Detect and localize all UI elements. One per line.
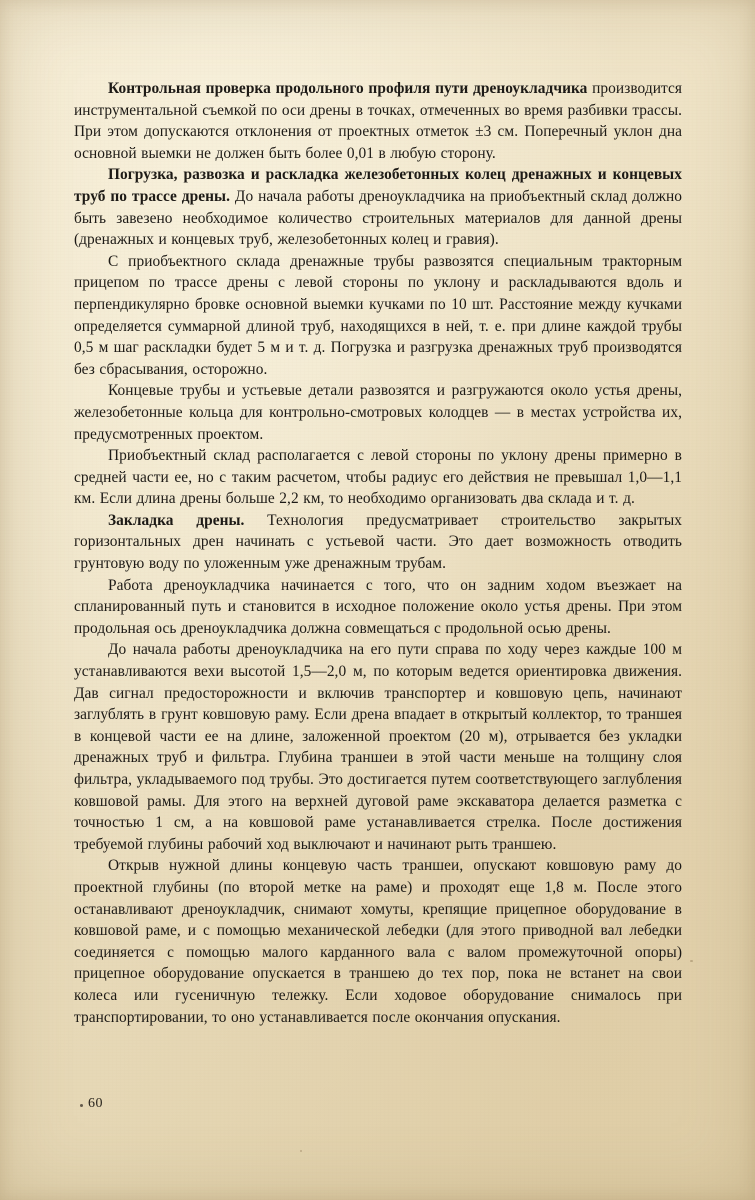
- run-in-heading-control-check: Контрольная проверка продольного профиля пути дреноукладчика: [108, 80, 588, 97]
- body-text-column: [74, 78, 682, 1028]
- paragraph-2-body: До начала работы дреноукладчика на приобъектный склад должно быть завезено необходимое количество строительных материалов для данной дрены (дренажных и концевых труб, железобетонных колец и гравия).: [74, 187, 682, 249]
- folio-ornament: [80, 1104, 83, 1107]
- run-in-heading-drain-laying: Закладка дрены.: [108, 511, 245, 529]
- paper-speck: [690, 960, 693, 962]
- paragraph-7: Работа дреноукладчика начинается с того, что он задним ходом въезжает на спланированный путь и становится в исходное положение около устья дрены. При этом продольная ось дреноукладчика должна совмещаться с продольной осью дрены.: [74, 576, 682, 637]
- paragraph-6: [74, 510, 682, 575]
- paragraph-5: Приобъектный склад располагается с левой стороны по уклону дрены примерно в средней части ее, но с таким расчетом, чтобы радиус его действия не превышал 1,0—1,1 км. Если длина дрены больше 2,2 км, то необходимо организовать два склада и т. д.: [74, 447, 682, 508]
- paragraph-9: Открыв нужной длины концевую часть траншеи, опускают ковшовую раму до проектной глубины (по второй метке на раме) и проходят еще 1,8 м. После этого останавливают дреноукладчик, снимают хомуты, крепящие прицепное оборудование в ковшовой раме, и с помощью механической лебедки (для этого приводной вал лебедки соединяется с помощью малого карданного вала с валом промежуточной опоры) прицепное оборудование опускается в траншею до тех пор, пока не встанет на свои колеса или гусеничную тележку. Если ходовое оборудование снималось при транспортировании, то оно устанавливается после окончания опускания.: [74, 857, 682, 1026]
- paragraph-3: С приобъектного склада дренажные трубы развозятся специальным тракторным прицепом по трассе дрены с левой стороны по уклону и раскладываются вдоль и перпендикулярно бровке основной выемки кучками по 10 шт. Расстояние между кучками определяется суммарной длиной труб, находящихся в ней, т. е. при длине каждой трубы 0,5 м шаг раскладки будет 5 м и т. д. Погрузка и разгрузка дренажных труб производятся без сбрасывания, осторожно.: [74, 252, 682, 378]
- run-in-heading-loading: Погрузка, развозка и раскладка железобетонных колец дренажных и концевых труб по трассе дрены.: [74, 166, 682, 205]
- paragraph-6-body: Технология предусматривает строительство закрытых горизонтальных дрен начинать с устьевой части. Это дает возможность отводить грунтовую воду по уложенным уже дренажным трубам.: [74, 511, 682, 573]
- paragraph-1: [74, 78, 682, 164]
- paper-speck: [300, 1150, 302, 1152]
- paragraph-4: Концевые трубы и устьевые детали развозятся и разгружаются около устья дрены, железобетонные кольца для контрольно-смотровых колодцев — в местах устройства их, предусмотренных проектом.: [74, 382, 682, 443]
- paragraph-1-body: производится инструментальной съемкой по оси дрены в точках, отмеченных во время разбивки трассы. При этом допускаются отклонения от проектных отметок ±3 см. Поперечный уклон дна основной выемки не должен быть более 0,01 в любую сторону.: [74, 80, 682, 162]
- paragraph-2: [74, 164, 682, 250]
- page-number: 60: [88, 1096, 103, 1111]
- paragraph-8: До начала работы дреноукладчика на его пути справа по ходу через каждые 100 м устанавливаются вехи высотой 1,5—2,0 м, по которым ведется ориентировка движения. Дав сигнал предосторожности и включив транспортер и ковшовую цепь, начинают заглублять в грунт ковшовую раму. Если дрена впадает в открытый коллектор, то траншея в концевой части ее на длине, заложенной проектом (20 м), отрывается без укладки дренажных труб и фильтра. Глубина траншеи в этой части меньше на толщину слоя фильтра, укладываемого под трубы. Это достигается путем соответствующего заглубления ковшовой рамы. Для этого на верхней дуговой раме экскаватора делается разметка с точностью 1 см, а на ковшовой раме устанавливается стрелка. После достижения требуемой глубины рабочий ход выключают и начинают рыть траншею.: [74, 641, 682, 853]
